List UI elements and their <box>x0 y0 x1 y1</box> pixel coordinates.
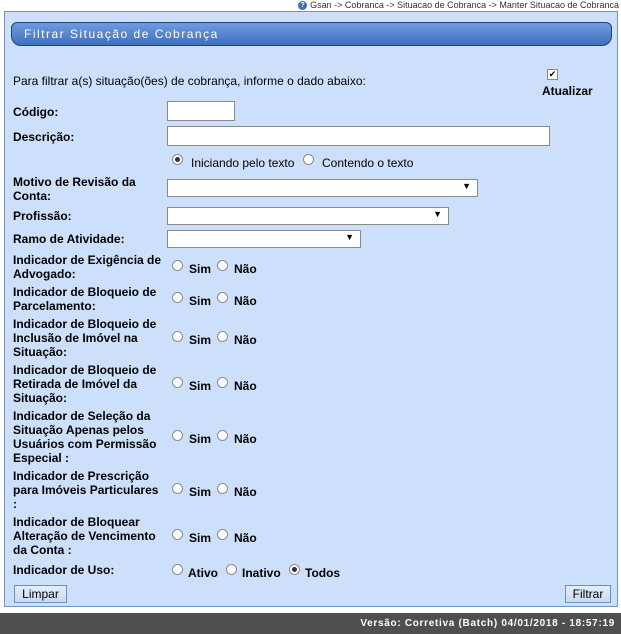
indicator-label-retirada: Indicador de Bloqueio de Retirada de Imóvel da Situação: <box>13 363 157 405</box>
chevron-down-icon: ▼ <box>433 209 442 219</box>
atualizar-label: Atualizar <box>542 84 593 98</box>
atualizar-checkbox[interactable]: ✔ <box>548 69 557 79</box>
breadcrumb <box>298 0 619 10</box>
descricao-label: Descrição: <box>13 130 75 144</box>
selecao-nao-radio[interactable] <box>217 430 228 441</box>
motivo-select[interactable] <box>167 179 478 197</box>
uso-todos-radio[interactable] <box>289 564 300 575</box>
inclusao-nao-radio[interactable] <box>217 331 228 342</box>
indicator-label-vencimento: Indicador de Bloquear Alteração de Vencimento da Conta : <box>13 515 156 557</box>
ramo-label: Ramo de Atividade: <box>13 232 125 246</box>
sim-label: Sim <box>189 294 212 308</box>
ativo-label: Ativo <box>188 566 218 580</box>
indicator-label-advogado: Indicador de Exigência de Advogado: <box>13 253 162 281</box>
iniciando-label: Iniciando pelo texto <box>191 156 295 170</box>
sim-label: Sim <box>189 432 212 446</box>
codigo-input[interactable] <box>167 101 235 121</box>
parcelamento-sim-radio[interactable] <box>172 292 183 303</box>
chevron-down-icon: ▼ <box>462 181 471 191</box>
title-bar <box>11 22 612 46</box>
breadcrumb-text: Gsan -> Cobranca -> Situacao de Cobranca -> Manter Situacao de Cobranca <box>310 0 619 10</box>
sim-label: Sim <box>189 333 212 347</box>
filtrar-button[interactable]: Filtrar <box>565 585 611 603</box>
vencimento-sim-radio[interactable] <box>172 529 183 540</box>
prescricao-nao-radio[interactable] <box>217 483 228 494</box>
chevron-down-icon: ▼ <box>345 232 354 242</box>
profissao-select[interactable] <box>167 207 449 225</box>
sim-label: Sim <box>189 485 212 499</box>
indicator-label-inclusao: Indicador de Bloqueio de Inclusão de Imóvel na Situação: <box>13 317 157 359</box>
nao-label: Não <box>234 294 257 308</box>
limpar-button[interactable]: Limpar <box>14 585 67 603</box>
contendo-label: Contendo o texto <box>322 156 414 170</box>
selecao-sim-radio[interactable] <box>172 430 183 441</box>
help-icon[interactable]: ? <box>298 1 307 10</box>
page-title: Filtrar Situação de Cobrança <box>24 27 219 41</box>
sim-label: Sim <box>189 262 212 276</box>
indicator-label-parcelamento: Indicador de Bloqueio de Parcelamento: <box>13 285 157 313</box>
indicator-label-prescricao: Indicador de Prescrição para Imóveis Particulares : <box>13 469 159 511</box>
todos-label: Todos <box>305 566 341 580</box>
nao-label: Não <box>234 531 257 545</box>
inativo-label: Inativo <box>242 566 281 580</box>
parcelamento-nao-radio[interactable] <box>217 292 228 303</box>
sim-label: Sim <box>189 531 212 545</box>
retirada-nao-radio[interactable] <box>217 377 228 388</box>
descricao-input[interactable] <box>167 126 550 146</box>
profissao-label: Profissão: <box>13 209 72 223</box>
uso-ativo-radio[interactable] <box>172 564 183 575</box>
intro-text: Para filtrar a(s) situação(ões) de cobrança, informe o dado abaixo: <box>13 74 366 88</box>
advogado-nao-radio[interactable] <box>217 260 228 271</box>
uso-label: Indicador de Uso: <box>13 563 115 577</box>
contendo-radio[interactable] <box>303 154 314 165</box>
nao-label: Não <box>234 379 257 393</box>
codigo-label: Código: <box>13 105 59 119</box>
version-footer: Versão: Corretiva (Batch) 04/01/2018 - 18:57:19 <box>0 613 621 634</box>
prescricao-sim-radio[interactable] <box>172 483 183 494</box>
advogado-sim-radio[interactable] <box>172 260 183 271</box>
sim-label: Sim <box>189 379 212 393</box>
uso-inativo-radio[interactable] <box>226 564 237 575</box>
vencimento-nao-radio[interactable] <box>217 529 228 540</box>
motivo-label: Motivo de Revisão da Conta: <box>13 175 136 203</box>
iniciando-radio[interactable] <box>172 154 183 165</box>
inclusao-sim-radio[interactable] <box>172 331 183 342</box>
nao-label: Não <box>234 432 257 446</box>
indicator-label-selecao: Indicador de Seleção da Situação Apenas pelos Usuários com Permissão Especial : <box>13 409 157 465</box>
ramo-select[interactable] <box>167 230 361 248</box>
nao-label: Não <box>234 485 257 499</box>
retirada-sim-radio[interactable] <box>172 377 183 388</box>
nao-label: Não <box>234 333 257 347</box>
nao-label: Não <box>234 262 257 276</box>
filter-panel <box>4 11 618 607</box>
